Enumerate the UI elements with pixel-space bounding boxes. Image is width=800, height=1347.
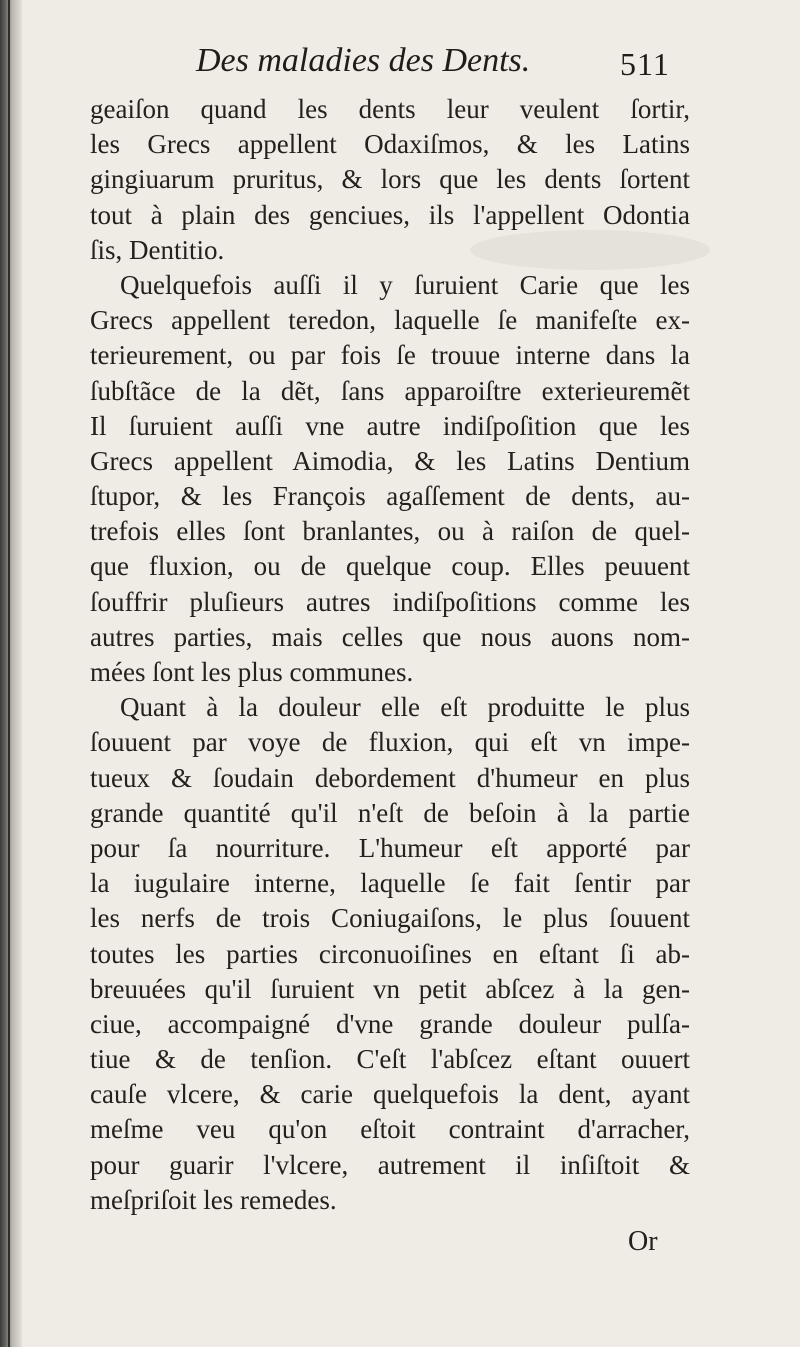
text-line: ciue, accompaigné d'vne grande douleur pulſa- bbox=[90, 1008, 690, 1039]
page-gutter-shadow bbox=[0, 0, 22, 1347]
text-line: terieurement, ou par fois ſe trouue interne dans la bbox=[90, 340, 690, 371]
text-line: ſis, Dentitio. bbox=[90, 234, 225, 265]
text-line: que fluxion, ou de quelque coup. Elles peuuent bbox=[90, 551, 690, 582]
text-line: ſouffrir pluſieurs autres indiſpoſitions comme les bbox=[90, 586, 690, 617]
text-line: breuuées qu'il ſuruient vn petit abſcez à la gen- bbox=[90, 973, 690, 1004]
text-line: les Grecs appellent Odaxiſmos, & les Latins bbox=[90, 129, 690, 160]
running-head bbox=[0, 42, 800, 92]
text-line: ſtupor, & les François agaſſement de dents, au- bbox=[90, 481, 690, 512]
binding-edge bbox=[8, 0, 10, 1347]
text-line: mées ſont les plus communes. bbox=[90, 657, 414, 687]
text-line: meſpriſoit les remedes. bbox=[90, 1184, 337, 1215]
text-line: grande quantité qu'il n'eſt de beſoin à la partie bbox=[90, 797, 690, 828]
text-line: les nerfs de trois Coniugaiſons, le plus ſouuent bbox=[90, 903, 690, 934]
text-line: trefois elles ſont branlantes, ou à raiſon de quel- bbox=[90, 516, 690, 547]
text-line: Il ſuruient auſſi vne autre indiſpoſition que les bbox=[90, 410, 690, 441]
text-line: meſme veu qu'on eſtoit contraint d'arracher, bbox=[90, 1114, 690, 1145]
text-line: tiue & de tenſion. C'eſt l'abſcez eſtant ouuert bbox=[90, 1044, 690, 1075]
text-line: ſubſtãce de la dẽt, ſans apparoiſtre exterieuremẽt bbox=[90, 375, 690, 406]
text-line: la iugulaire interne, laquelle ſe fait ſentir par bbox=[90, 868, 690, 899]
body-text bbox=[90, 92, 690, 1218]
text-line: tout à plain des genciues, ils l'appellent Odontia bbox=[90, 199, 690, 230]
catchword: Or bbox=[628, 1226, 658, 1257]
text-line: autres parties, mais celles que nous auons nom- bbox=[90, 621, 690, 652]
text-line: cauſe vlcere, & carie quelquefois la dent, ayant bbox=[90, 1079, 690, 1110]
text-line: pour guarir l'vlcere, autrement il inſiſtoit & bbox=[90, 1149, 690, 1180]
text-line: pour ſa nourriture. L'humeur eſt apporté par bbox=[90, 832, 690, 863]
text-line: Quant à la douleur elle eſt produitte le plus bbox=[120, 692, 690, 723]
text-line: geaiſon quand les dents leur veulent ſortir, bbox=[90, 94, 690, 124]
text-line: Quelquefois auſſi il y ſuruient Carie que les bbox=[120, 269, 690, 300]
text-line: tueux & ſoudain debordement d'humeur en plus bbox=[90, 762, 690, 793]
text-line: gingiuarum pruritus, & lors que les dents ſortent bbox=[90, 164, 690, 195]
text-line: toutes les parties circonuoiſines en eſtant ſi ab- bbox=[90, 938, 690, 969]
running-head-title: Des maladies des Dents. bbox=[196, 42, 531, 79]
page-number: 511 bbox=[620, 46, 670, 82]
text-line: Grecs appellent teredon, laquelle ſe manifeſte ex- bbox=[90, 305, 690, 336]
text-line: Grecs appellent Aimodia, & les Latins Dentium bbox=[90, 445, 690, 476]
text-line: ſouuent par voye de fluxion, qui eſt vn impe- bbox=[90, 727, 690, 758]
